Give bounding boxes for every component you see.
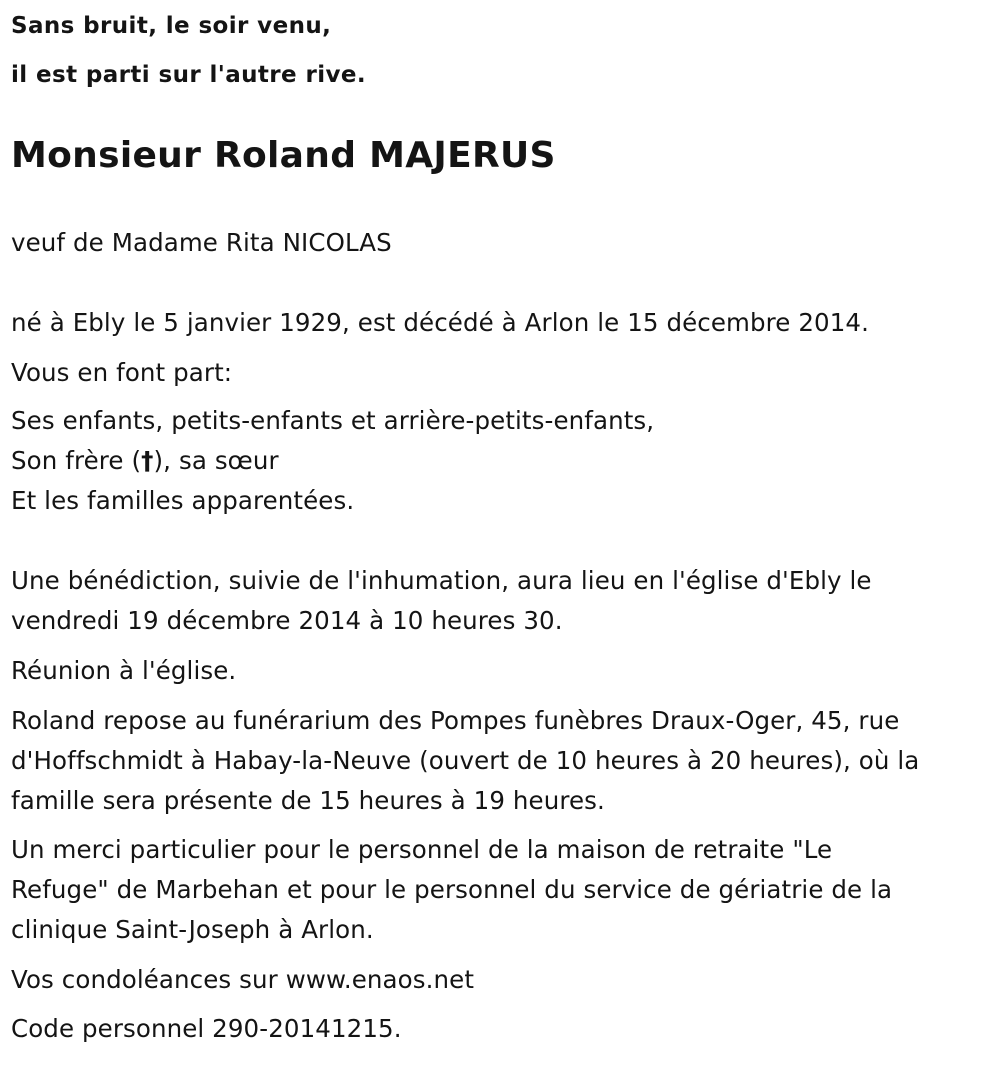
family-line-2 xyxy=(11,445,279,477)
cross-icon: † xyxy=(141,446,154,475)
condolences-website-link[interactable]: www.enaos.net xyxy=(285,965,475,994)
deceased-name: Monsieur Roland MAJERUS xyxy=(11,135,556,176)
thanks-line-2: Refuge" de Marbehan et pour le personnel du service de gériatrie de la xyxy=(11,875,893,904)
thanks-line-3: clinique Saint-Joseph à Arlon. xyxy=(11,915,374,944)
birth-death-line: né à Ebly le 5 janvier 1929, est décédé à Arlon le 15 décembre 2014. xyxy=(11,308,869,337)
ceremony-line-2: vendredi 19 décembre 2014 à 10 heures 30. xyxy=(11,606,563,635)
ceremony-line-1: Une bénédiction, suivie de l'inhumation, aura lieu en l'église d'Ebly le xyxy=(11,566,872,595)
epigraph-line-1: Sans bruit, le soir venu, xyxy=(11,13,332,39)
family-line-2-end: ), sa sœur xyxy=(153,446,279,475)
epigraph-line-2: il est parti sur l'autre rive. xyxy=(11,62,367,88)
announcement-intro: Vous en font part: xyxy=(11,358,233,387)
condolences-line xyxy=(11,964,474,996)
funerarium-line-3: famille sera présente de 15 heures à 19 heures. xyxy=(11,786,605,815)
widower-line: veuf de Madame Rita NICOLAS xyxy=(11,228,392,257)
funerarium-line-1: Roland repose au funérarium des Pompes funèbres Draux-Oger, 45, rue xyxy=(11,706,900,735)
funerarium-line-2: d'Hoffschmidt à Habay-la-Neuve (ouvert de 10 heures à 20 heures), où la xyxy=(11,746,920,775)
family-line-3: Et les familles apparentées. xyxy=(11,486,355,515)
family-line-1: Ses enfants, petits-enfants et arrière-petits-enfants, xyxy=(11,406,655,435)
thanks-line-1: Un merci particulier pour le personnel de la maison de retraite "Le xyxy=(11,835,833,864)
condolences-prefix: Vos condoléances sur xyxy=(11,965,286,994)
family-line-2-start: Son frère ( xyxy=(11,446,142,475)
personal-code-line: Code personnel 290-20141215. xyxy=(11,1014,402,1043)
meeting-line: Réunion à l'église. xyxy=(11,656,237,685)
